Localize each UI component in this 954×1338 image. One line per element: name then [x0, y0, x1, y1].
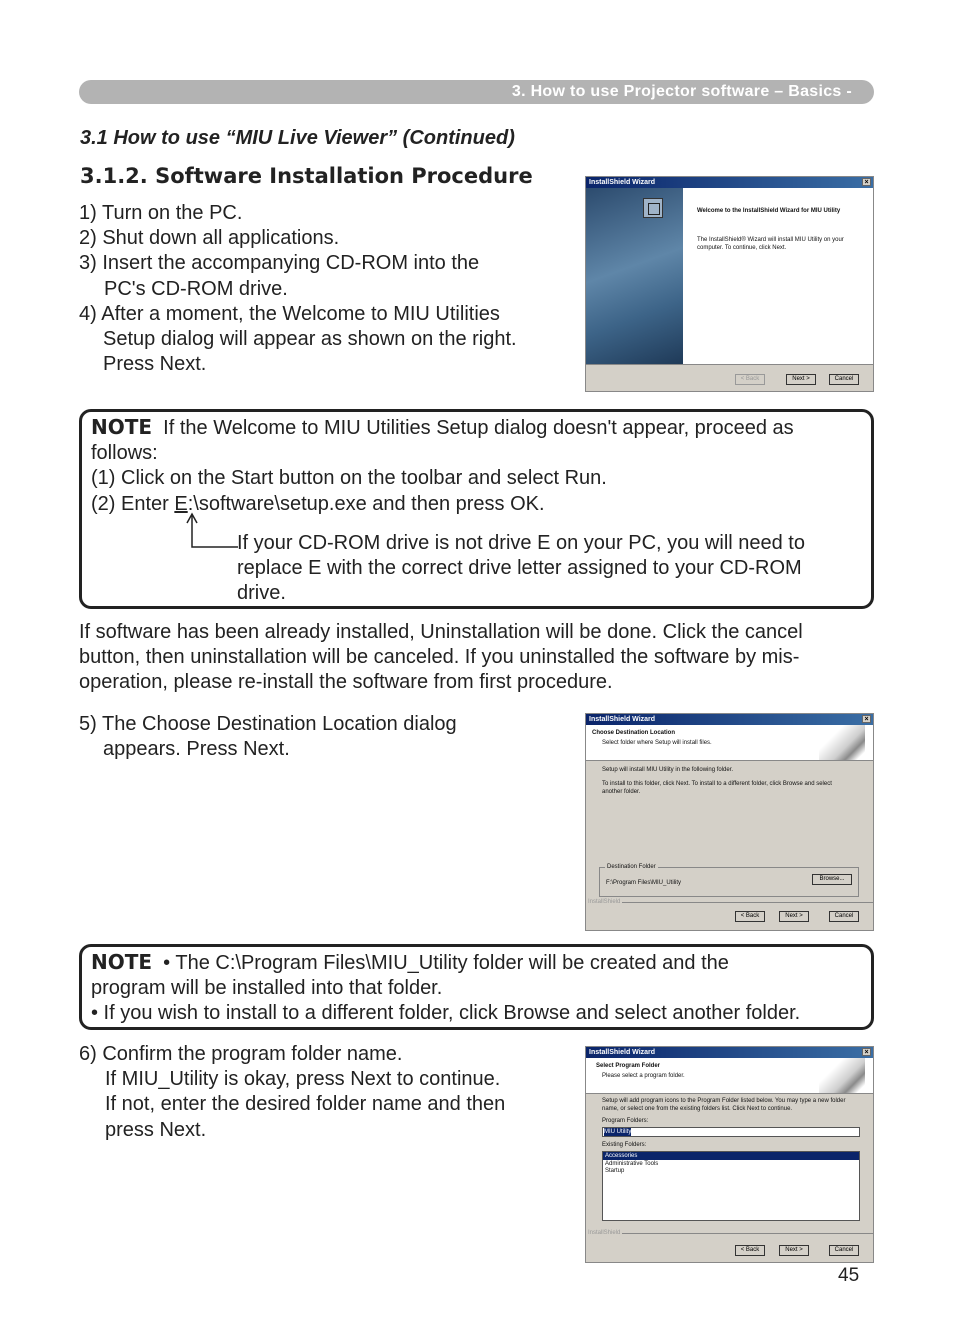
header-bar	[79, 80, 874, 104]
step-6: 6) Confirm the program folder name. If MIU_Utility is okay, press Next to continue. If not, enter the desired folder name and then press Next.	[79, 1043, 506, 1141]
dialog-line: To install to this folder, click Next. To install to a different folder, click Browse and select another folder.	[602, 781, 832, 795]
close-icon: ×	[862, 1048, 871, 1056]
next-button[interactable]: Next >	[786, 374, 816, 385]
next-button[interactable]: Next >	[779, 1245, 809, 1256]
step-4-cont: Setup dialog will appear as shown on the right.	[103, 328, 517, 351]
note-line-suffix: :\software\setup.exe and then press OK.	[187, 492, 545, 515]
header-text: 3. How to use Projector software – Basics -	[511, 83, 852, 100]
steps-1-4	[79, 201, 517, 377]
cancel-button[interactable]: Cancel	[829, 1245, 859, 1256]
existing-folders-list[interactable]	[602, 1151, 860, 1221]
note-line: • If you wish to install to a different folder, click Browse and select another folder.	[91, 1002, 801, 1025]
header-graphic	[819, 1058, 865, 1093]
dialog-subheading: Select folder where Setup will install files.	[602, 740, 712, 746]
next-button[interactable]: Next >	[779, 911, 809, 922]
list-item[interactable]: Administrative Tools	[605, 1161, 659, 1167]
divider	[586, 364, 873, 365]
step-3: 3) Insert the accompanying CD-ROM into the	[79, 252, 480, 275]
dialog-title: InstallShield Wizard	[589, 716, 656, 723]
dialog-line: Setup will add program icons to the Program Folder listed below. You may type a new folder name, or select one from the existing folders list. Click Next to continue.	[602, 1098, 846, 1112]
note-line: If the Welcome to MIU Utilities Setup dialog doesn't appear, proceed as	[163, 417, 794, 439]
back-button[interactable]: < Back	[735, 374, 765, 385]
page-number: 45	[838, 1265, 860, 1286]
select-program-folder-dialog-screenshot	[585, 1046, 874, 1263]
welcome-heading: Welcome to the InstallShield Wizard for MIU Utility	[697, 208, 841, 214]
step-1: 1) Turn on the PC.	[79, 202, 243, 224]
note-line: • The C:\Program Files\MIU_Utility folder will be created and the	[163, 952, 729, 974]
back-button[interactable]: < Back	[735, 911, 765, 922]
dialog-title: InstallShield Wizard	[589, 179, 656, 186]
dialog-header	[586, 725, 873, 760]
note-box-1	[79, 409, 874, 609]
dialog-title: InstallShield Wizard	[589, 1049, 656, 1056]
subsection-title: 3.1.2. Software Installation Procedure	[80, 164, 533, 188]
step-4-cont-2: Press Next.	[103, 353, 207, 376]
program-folder-input[interactable]	[602, 1127, 860, 1137]
back-button[interactable]: < Back	[735, 1245, 765, 1256]
note-label: NOTE	[91, 415, 153, 439]
existing-folders-label: Existing Folders:	[602, 1142, 647, 1148]
dialog-titlebar	[586, 177, 873, 188]
dialog-heading: Choose Destination Location	[592, 730, 676, 736]
installshield-footer: InstallShield	[588, 899, 621, 905]
drive-letter: E	[174, 492, 188, 515]
dialog-body	[683, 188, 873, 364]
browse-button[interactable]: Browse...	[812, 874, 852, 885]
dialog-heading: Select Program Folder	[596, 1063, 661, 1069]
section-title: 3.1 How to use “MIU Live Viewer” (Continued)	[80, 127, 515, 149]
header-graphic	[819, 725, 865, 760]
welcome-body: The InstallShield® Wizard will install MIU Utility on your computer. To continue, click Next.	[697, 237, 844, 251]
close-icon: ×	[862, 715, 871, 723]
step-2: 2) Shut down all applications.	[79, 227, 340, 250]
note-label: NOTE	[91, 950, 153, 974]
close-icon: ×	[862, 178, 871, 186]
note-line: (1) Click on the Start button on the toolbar and select Run.	[91, 467, 607, 490]
choose-destination-dialog-screenshot	[585, 713, 874, 931]
installshield-footer: InstallShield	[588, 1230, 621, 1236]
note-line: program will be installed into that folder.	[91, 977, 443, 1000]
dialog-titlebar	[586, 1047, 873, 1058]
step-4: 4) After a moment, the Welcome to MIU Utilities	[79, 302, 500, 325]
wizard-side-banner	[586, 188, 683, 364]
step-3-cont: PC's CD-ROM drive.	[104, 277, 288, 300]
cancel-button[interactable]: Cancel	[829, 374, 859, 385]
program-folders-label: Program Folders:	[602, 1118, 649, 1124]
callout-text: If your CD-ROM drive is not drive E on your PC, you will need to replace E with the correct drive letter assigned to your CD-ROM drive.	[237, 532, 805, 605]
welcome-dialog-screenshot	[585, 176, 874, 392]
dialog-titlebar	[586, 714, 873, 725]
destination-path: F:\Program Files\MIU_Utility	[606, 880, 682, 886]
list-item[interactable]: Accessories	[603, 1152, 859, 1160]
note-box-2	[79, 944, 874, 1030]
program-folder-value: MIU Utility	[604, 1129, 632, 1135]
note-line-prefix: (2) Enter	[91, 492, 175, 515]
step-5: 5) The Choose Destination Location dialog appears. Press Next.	[79, 713, 457, 761]
dialog-subheading: Please select a program folder.	[602, 1073, 685, 1079]
callout-arrow-icon	[182, 510, 242, 550]
dialog-header	[586, 1058, 873, 1093]
group-label: Destination Folder	[607, 864, 656, 870]
cancel-button[interactable]: Cancel	[829, 911, 859, 922]
list-item[interactable]: Startup	[605, 1168, 625, 1174]
dialog-line: Setup will install MIU Utility in the following folder.	[602, 767, 734, 773]
destination-folder-group	[599, 864, 859, 897]
note-line: follows:	[91, 442, 158, 465]
uninstall-paragraph: If software has been already installed, Uninstallation will be done. Click the cancel button, then uninstallation will be canceled. If you uninstalled the software by mis- operation, please re-install the software from first procedure.	[79, 621, 803, 694]
installer-icon	[643, 198, 663, 218]
